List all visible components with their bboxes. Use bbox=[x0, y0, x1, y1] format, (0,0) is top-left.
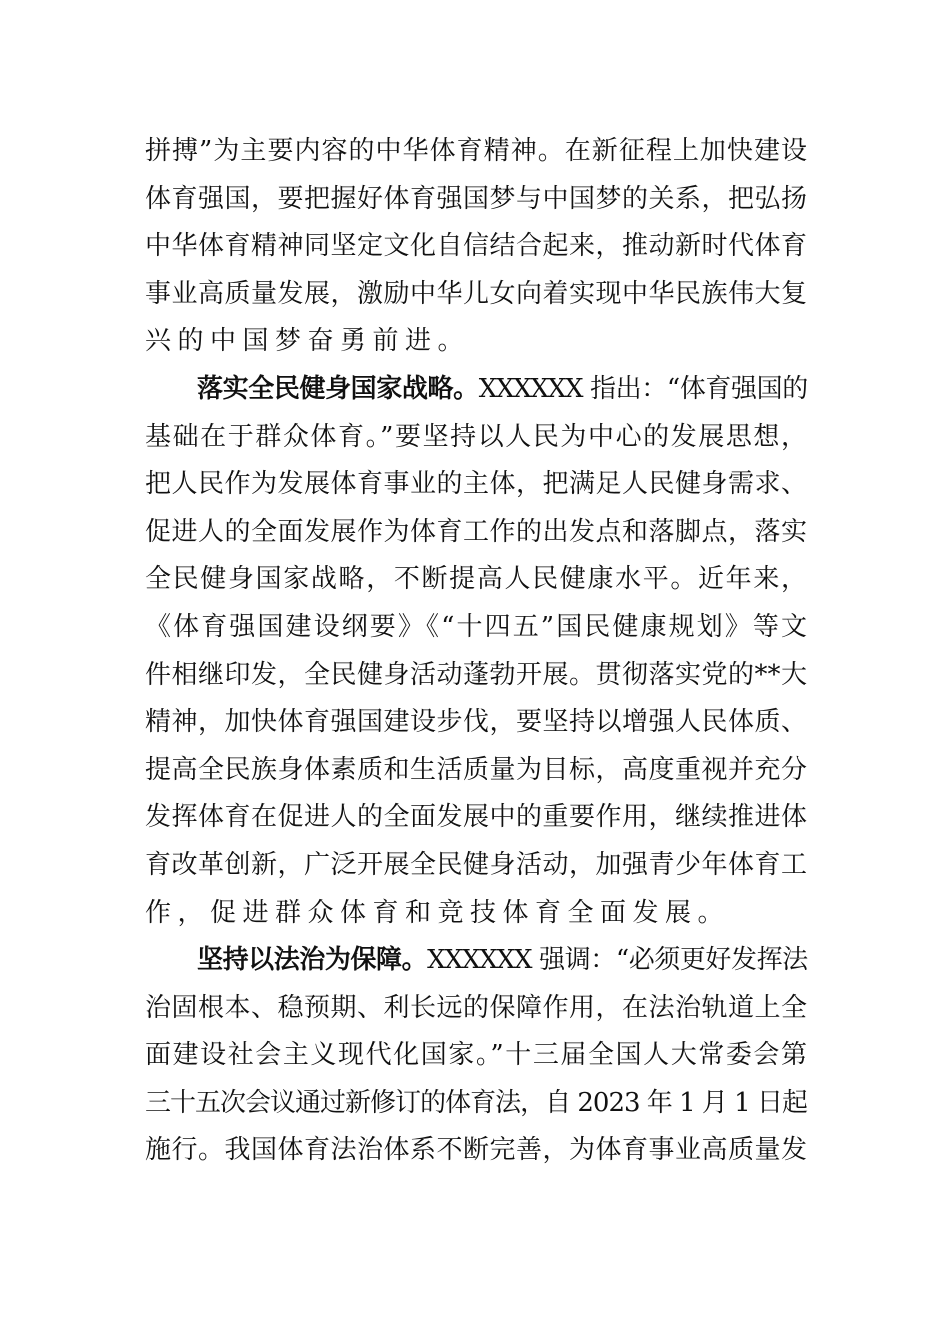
text-line: 发挥体育在促进人的全面发展中的重要作用，继续推进体 bbox=[145, 802, 807, 833]
paragraph-lead-heading: 坚持以法治为保障。 bbox=[197, 945, 428, 976]
paragraph-2 bbox=[145, 366, 807, 937]
text-line: 施行。我国体育法治体系不断完善，为体育事业高质量发 bbox=[145, 1135, 807, 1166]
text-line: 精神，加快体育强国建设步伐，要坚持以增强人民体质、 bbox=[145, 707, 807, 738]
text-fragment: XXXXXX 指出：“体育强国的 bbox=[478, 373, 807, 404]
text-line: 促进人的全面发展作为体育工作的出发点和落脚点，落实 bbox=[145, 516, 807, 547]
text-line: 面建设社会主义现代化国家。”十三届全国人大常委会第 bbox=[145, 1040, 807, 1071]
paragraph-1 bbox=[145, 128, 807, 366]
text-line: 事业高质量发展，激励中华儿女向着实现中华民族伟大复 bbox=[145, 278, 807, 309]
text-line: 基础在于群众体育。”要坚持以人民为中心的发展思想， bbox=[145, 421, 807, 452]
text-line: 提高全民族身体素质和生活质量为目标，高度重视并充分 bbox=[145, 754, 807, 785]
text-line: 拼搏”为主要内容的中华体育精神。在新征程上加快建设 bbox=[145, 136, 807, 166]
text-line: 作，促进群众体育和竞技体育全面发展。 bbox=[145, 897, 731, 928]
text-fragment: XXXXXX 强调：“必须更好发挥法 bbox=[427, 945, 807, 976]
text-line-first bbox=[145, 366, 807, 414]
document-page bbox=[145, 128, 807, 1175]
paragraph-lead-heading: 落实全民健身国家战略。 bbox=[197, 373, 479, 404]
text-line: 中华体育精神同坚定文化自信结合起来，推动新时代体育 bbox=[145, 231, 807, 262]
text-line-first bbox=[145, 937, 807, 985]
text-line: 体育强国，要把握好体育强国梦与中国梦的关系，把弘扬 bbox=[145, 183, 807, 214]
text-line: 全民健身国家战略，不断提高人民健康水平。近年来， bbox=[145, 564, 807, 595]
paragraph-3 bbox=[145, 937, 807, 1175]
text-line: 兴的中国梦奋勇前进。 bbox=[145, 326, 471, 357]
text-line: 把人民作为发展体育事业的主体，把满足人民健身需求、 bbox=[145, 469, 807, 500]
text-line: 三十五次会议通过新修订的体育法，自 2023 年 1 月 1 日起 bbox=[145, 1087, 807, 1118]
text-line: 《体育强国建设纲要》《“十四五”国民健康规划》等文 bbox=[145, 611, 807, 642]
text-line: 治固根本、稳预期、利长远的保障作用，在法治轨道上全 bbox=[145, 992, 807, 1023]
text-line: 育改革创新，广泛开展全民健身活动，加强青少年体育工 bbox=[145, 849, 807, 880]
text-line: 件相继印发，全民健身活动蓬勃开展。贯彻落实党的**大 bbox=[145, 659, 807, 690]
